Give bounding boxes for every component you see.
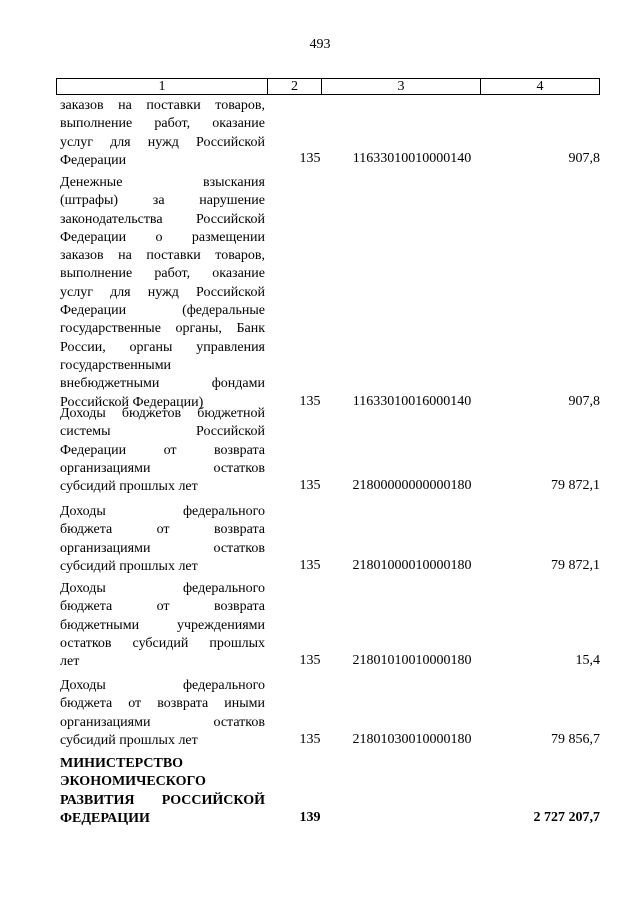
row-description (60, 755, 265, 828)
row-code: 135 (299, 394, 321, 409)
row-amount: 79 872,1 (551, 558, 600, 573)
description-line: Федерации от возврата (60, 442, 265, 458)
row-kbk: 21800000000000180 (352, 478, 472, 493)
row-kbk: 21801030010000180 (352, 732, 472, 747)
description-line: Доходы федерального (60, 504, 265, 519)
description-line: государственными (60, 357, 172, 373)
row-amount: 907,8 (568, 151, 600, 166)
description-line: лет (60, 654, 80, 670)
row-description (60, 405, 265, 496)
description-line: Федерации (60, 152, 127, 168)
header-col-4: 4 (536, 79, 544, 94)
description-line: бюджета от возврата (60, 599, 265, 615)
row-description (60, 97, 265, 170)
header-col-1: 1 (57, 79, 268, 94)
row-amount: 15,4 (575, 653, 600, 668)
header-col-3: 3 (322, 79, 481, 94)
page-number: 493 (309, 37, 331, 52)
row-description (60, 174, 265, 412)
description-line: МИНИСТЕРСТВО (60, 756, 184, 771)
description-line: субсидий прошлых лет (60, 479, 198, 495)
description-line: (штрафы) за нарушение (60, 193, 265, 209)
row-code: 135 (299, 151, 321, 166)
description-line: Федерации (федеральные (60, 303, 265, 319)
row-code: 135 (299, 732, 321, 747)
description-line: ФЕДЕРАЦИИ (60, 810, 150, 826)
header-col-2: 2 (268, 79, 322, 94)
description-line: выполнение работ, оказание (60, 266, 265, 282)
description-line: ЭКОНОМИЧЕСКОГО (60, 774, 206, 790)
description-line: услуг для нужд Российской (60, 134, 265, 150)
description-line: Доходы федерального (60, 581, 265, 596)
description-line: субсидий прошлых лет (60, 558, 198, 574)
description-line: России, органы управления (60, 339, 265, 355)
description-line: остатков субсидий прошлых (60, 635, 265, 651)
row-code: 135 (299, 653, 321, 668)
row-description (60, 580, 265, 671)
description-line: бюджета от возврата (60, 522, 265, 538)
description-line: субсидий прошлых лет (60, 732, 198, 748)
description-line: внебюджетными фондами (60, 376, 265, 392)
row-amount: 79 872,1 (551, 478, 600, 493)
description-line: заказов на поставки товаров, (60, 248, 265, 264)
row-kbk: 11633010010000140 (352, 151, 472, 166)
description-line: РАЗВИТИЯ РОССИЙСКОЙ (60, 792, 265, 808)
row-code: 139 (299, 810, 321, 825)
row-code: 135 (299, 558, 321, 573)
row-amount: 2 727 207,7 (533, 810, 600, 825)
description-line: организациями остатков (60, 460, 265, 476)
description-line: Доходы федерального (60, 678, 265, 693)
description-line: услуг для нужд Российской (60, 284, 265, 300)
description-line: системы Российской (60, 424, 265, 440)
description-line: организациями остатков (60, 540, 265, 556)
description-line: Денежные взыскания (60, 175, 265, 190)
row-kbk: 11633010016000140 (352, 394, 472, 409)
description-line: Российской Федерации) (60, 394, 204, 410)
row-amount: 79 856,7 (551, 732, 600, 747)
description-line: бюджета от возврата иными (60, 696, 265, 712)
budget-table (56, 78, 600, 826)
row-kbk: 21801000010000180 (352, 558, 472, 573)
description-line: выполнение работ, оказание (60, 116, 265, 132)
description-line: организациями остатков (60, 714, 265, 730)
description-line: государственные органы, Банк (60, 321, 265, 337)
row-description (60, 503, 265, 576)
row-code: 135 (299, 478, 321, 493)
row-kbk: 21801010010000180 (352, 653, 472, 668)
table-header (56, 78, 600, 95)
description-line: заказов на поставки товаров, (60, 98, 265, 113)
row-amount: 907,8 (568, 394, 600, 409)
description-line: законодательства Российской (60, 211, 265, 227)
description-line: Доходы бюджетов бюджетной (60, 406, 265, 421)
description-line: бюджетными учреждениями (60, 617, 265, 633)
description-line: Федерации о размещении (60, 229, 265, 245)
row-description (60, 677, 265, 750)
